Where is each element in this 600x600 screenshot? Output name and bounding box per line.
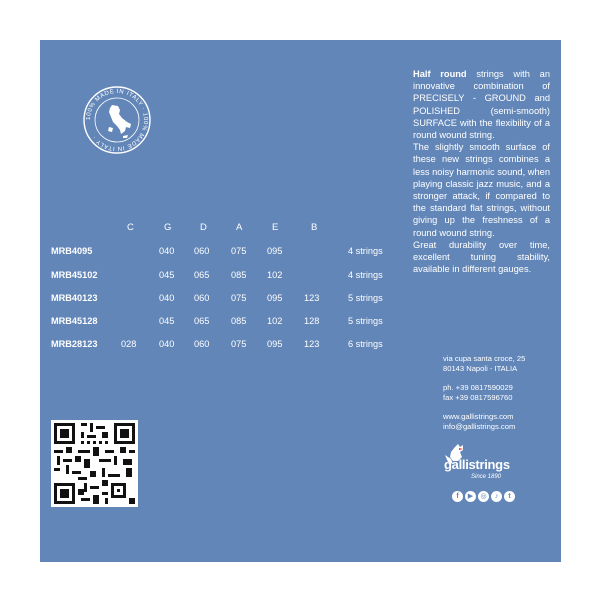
gauge-g: 045 <box>159 316 175 326</box>
brand-tagline: Since 1890 <box>471 474 502 480</box>
italy-map-icon <box>108 105 131 138</box>
column-header-c: C <box>127 222 134 233</box>
qr-code[interactable] <box>51 420 138 507</box>
facebook-icon[interactable]: f <box>452 491 463 502</box>
table-row <box>51 270 391 284</box>
gauge-g: 045 <box>159 270 175 280</box>
column-header-b: B <box>311 222 318 233</box>
column-header-a: A <box>236 222 243 233</box>
gauge-b: 123 <box>304 339 320 349</box>
tiktok-icon[interactable]: ♪ <box>491 491 502 502</box>
email-link[interactable]: info@gallistrings.com <box>443 421 516 431</box>
gauge-b: 123 <box>304 293 320 303</box>
gallistrings-logo <box>441 443 521 485</box>
brand-name: gallistrings <box>444 457 510 472</box>
contact-block <box>443 354 525 432</box>
gauge-b: 128 <box>304 316 320 326</box>
product-code: MRB28123 <box>51 339 98 349</box>
gauge-a: 085 <box>231 270 247 280</box>
gauge-e: 095 <box>267 293 283 303</box>
gauge-a: 075 <box>231 293 247 303</box>
gauge-a: 075 <box>231 246 247 256</box>
youtube-icon[interactable]: ▶ <box>465 491 476 502</box>
made-in-italy-badge <box>82 85 152 155</box>
gauge-a: 085 <box>231 316 247 326</box>
description-highlight: Half round <box>413 69 467 79</box>
instagram-icon[interactable]: ◎ <box>478 491 489 502</box>
column-header-g: G <box>164 222 172 233</box>
product-code: MRB40123 <box>51 293 98 303</box>
product-code: MRB4095 <box>51 246 93 256</box>
description-paragraph-1: strings with an innovative combination of PRECISELY - GROUND and POLISHED (semi-smooth) SURFACE with the flexibility of a round wound string. <box>413 69 550 141</box>
address-street: via cupa santa croce, 25 <box>443 354 526 363</box>
gauge-d: 060 <box>194 339 210 349</box>
website-link[interactable]: www.gallistrings.com <box>443 412 514 422</box>
badge-ring-text: 100% MADE IN ITALY · 100% MADE IN ITALY · <box>85 88 149 152</box>
string-count: 4 strings <box>348 246 383 256</box>
table-row <box>51 246 391 260</box>
address-city: 80143 Napoli - ITALIA <box>443 363 518 373</box>
gauge-a: 075 <box>231 339 247 349</box>
gauge-e: 095 <box>267 339 283 349</box>
gauge-g: 040 <box>159 339 175 349</box>
gauge-d: 060 <box>194 293 210 303</box>
phone-number: ph. +39 0817590029 <box>443 383 513 393</box>
gauge-d: 060 <box>194 246 210 256</box>
gauge-e: 102 <box>267 316 283 326</box>
product-code: MRB45128 <box>51 316 98 326</box>
gauge-c: 028 <box>121 339 137 349</box>
description-paragraph-3: Great durability over time, excellent tuning stability, available in different gauges. <box>413 239 550 275</box>
table-row <box>51 316 391 330</box>
gauge-d: 065 <box>194 316 210 326</box>
product-description <box>413 68 550 275</box>
table-row <box>51 293 391 307</box>
string-count: 5 strings <box>348 293 383 303</box>
gauge-e: 102 <box>267 270 283 280</box>
fax-number: fax +39 0817596760 <box>443 392 513 402</box>
twitter-icon[interactable]: t <box>504 491 515 502</box>
description-paragraph-2: The slightly smooth surface of these new strings combines a less noisy harmonic sound, when playing classic jazz music, and a stronger attack, if compared to the standard flat strings, without giving up the freshness of a round wound string. <box>413 142 550 238</box>
gauge-e: 095 <box>267 246 283 256</box>
gauge-d: 065 <box>194 270 210 280</box>
product-code: MRB45102 <box>51 270 98 280</box>
column-header-d: D <box>200 222 207 233</box>
string-count: 5 strings <box>348 316 383 326</box>
table-row <box>51 339 391 353</box>
gauge-g: 040 <box>159 293 175 303</box>
string-count: 4 strings <box>348 270 383 280</box>
gauge-g: 040 <box>159 246 175 256</box>
social-icons <box>452 491 515 502</box>
string-count: 6 strings <box>348 339 383 349</box>
column-header-e: E <box>272 222 279 233</box>
